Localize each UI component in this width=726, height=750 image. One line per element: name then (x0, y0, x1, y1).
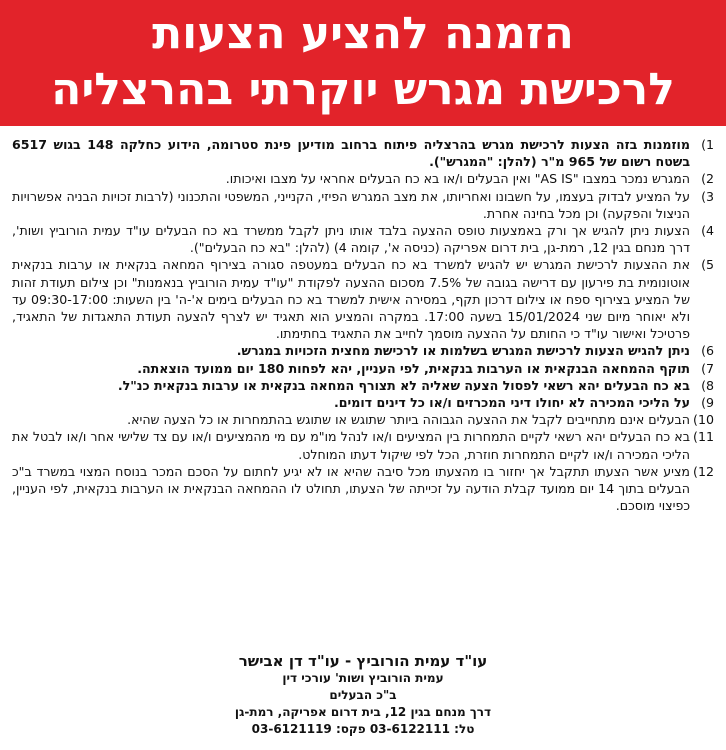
list-item: 6) ניתן להגיש הצעות לרכישת המגרש בשלמות או לרכישת מחצית הזכויות במגרש. (236, 343, 714, 359)
notice-body (12, 136, 714, 514)
list-item: 10) הבעלים אינם מתחייבים לקבל את ההצעה הגבוהה ביותר שתוגש או שתוגש בהתמחרות או כל הצעה שהיא. (127, 412, 714, 428)
list-item: 1) מוזמנות בזה הצעות לרכישת מגרש בהרצליה פיתוח ברחוב מודיען פינת סטרומה, הידוע כחלקה 148 בגוש 6517 בשטח רשום של 965 מ"ר (להלן: "המגרש"). (12, 137, 714, 170)
list-item: 5) את ההצעות לרכישת המגרש יש להגיש למשרד בא כח הבעלים במעטפה סגורה בצירוף המחאה בנקאית או ערבות בנקאית אוטונומית בת פירעון עם דרישה בגובה של 7.5% מסכום ההצעה לפקודת "עו"ד עמית הורוביץ בנאמנות" וכן צילום תעודת זהות של המציע בצירוף ספח או צילום דרכון תקף, במסירה אישית למשרד בא כח הבעלים בימים א'-ה' בין השעות: 09:30-17:00 עד ולא יאוחר מיום שני 15/01/2024 בשעה 17:00. במקרה והמציע הוא תאגיד יש לצרף להצעה תעודת התאגדות של התאגיד, פרטיכל ואישור עו"ד כי החותם על ההצעה מוסמך לחייב את התאגיד בחתימתו. (12, 257, 714, 342)
list-item: 2) המגרש נמכר במצבו "AS IS" ואין הבעלים ו/או בא כח הבעלים אחראי על מצבו ואיכותו. (225, 171, 714, 187)
list-item: 12) מציע אשר הצעתו תתקבל אך יחזור בו מהצעתו מכל סיבה שהיא או לא יגיע לחתום על הסכם המכר בנוסח המצוי במשרד ב"כ הבעלים בתוך 14 יום ממועד קבלת הודעה על זכייתה של הצעתו, תחולט לו ההמחאה הבנקאית או הערבות בנקאית, לפי העניין, כפיצוי מוסכם. (12, 463, 714, 514)
title-line-2: לרכישת מגרש יוקרתי בהרצליה פיתוח (51, 64, 675, 171)
list-item: 8) בא כח הבעלים יהא רשאי לפסול הצעה שאליה לא תצורף המחאה בנקאית או ערבות בנקאית כנ"ל. (117, 377, 714, 393)
signature-firm: עמית הורוביץ ושות' עורכי דין (282, 671, 444, 685)
list-item: 3) על המציע לבדוק בעצמו, על חשבונו ואחריותו, את מצב המגרש הפיזי, הקנייני, המשפטי והתכנוני (לרבות זכויות הבניה אפשרויות הניצול והפקעה) וכן מכל בחינה אחרת. (12, 188, 714, 221)
list-item: 7) תוקף ההמחאה הבנקאית או הערבות בנקאית, לפי העניין, יהא לפחות 180 יום ממועד הוצאתה. (137, 360, 714, 376)
signature-names: עו"ד עמית הורוביץ - עו"ד דן אבישר (238, 652, 488, 670)
signature-address: דרך מנחם בגין 12, בית דרום אפריקה, רמת-גן (234, 705, 492, 719)
signature-role: ב"כ הבעלים (329, 688, 397, 702)
list-item: 9) על הליכי המכירה לא יחולו דיני המכרזים ו/או כל דינים דומים. (333, 395, 714, 411)
list-item: 4) הצעות ניתן להגיש אך ורק באמצעות טופס ההצעה בלבד אותו ניתן לקבל ממשרד בא כח הבעלים עו"ד עמית הורוביץ ושות', דרך מנחם בגין 12, רמת-גן, בית דרום אפריקה (כניסה א', קומה 4) (להלן: "בא כח הבעלים"). (12, 223, 714, 256)
title-line-1: הזמנה להציע הצעות (152, 8, 574, 59)
signature-contact: טל: 03-6122111 פקס: 03-6121119 (251, 722, 475, 736)
list-item: 11) בא כח הבעלים יהא רשאי לקיים התמחרות בין המציעים ו/או לנהל מו"מ עם מי מהמציעים ו/או עם צד שלישי אחר ו/או לבטל את הליכי המכירה ו/או לקיים התמחרות חוזרת, הכל לפי שיקול דעתו המוחלט. (12, 429, 714, 462)
